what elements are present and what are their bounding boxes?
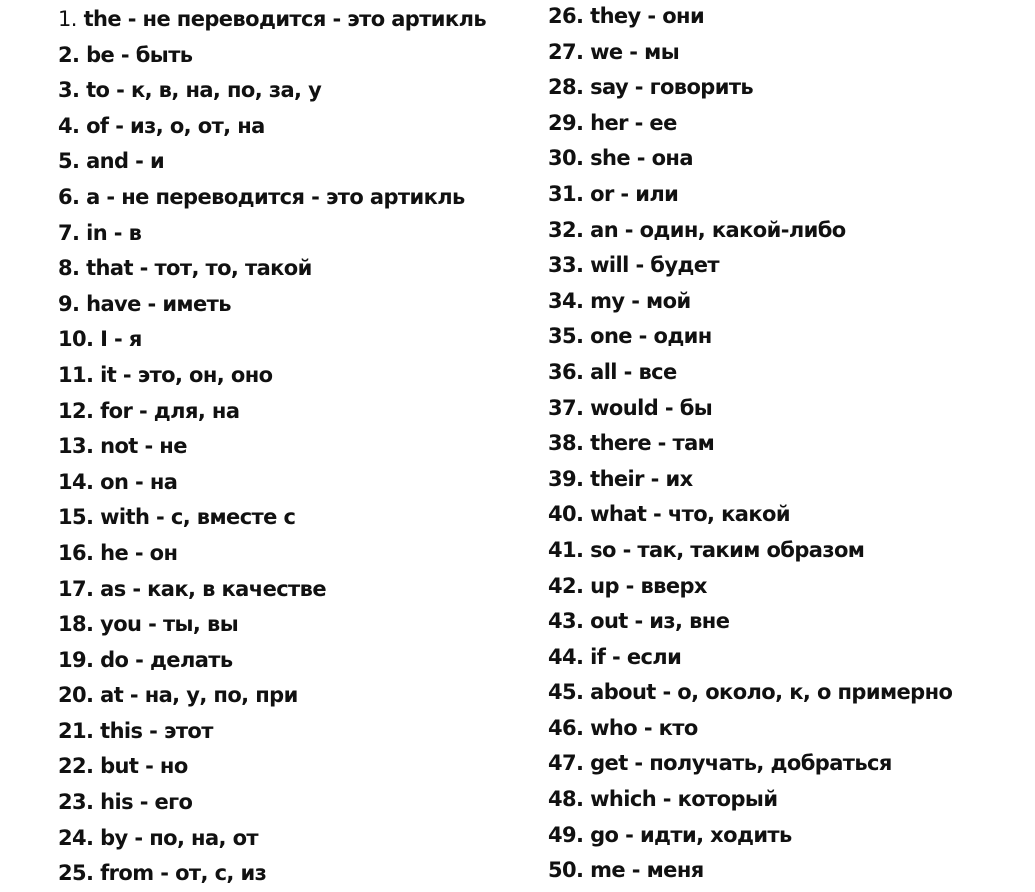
russian-translation: получать, добраться [649,751,892,776]
english-word: one [590,324,632,349]
russian-translation: они [662,4,705,28]
english-word: they [590,4,641,28]
english-word: an [590,217,619,242]
list-item [548,70,952,106]
separator: - [640,4,663,28]
list-item [58,358,486,394]
list-item [58,429,486,465]
list-item [58,607,486,643]
list-item [58,287,486,323]
russian-translation: что, какой [667,502,790,527]
russian-translation: не переводится - это артикль [142,7,487,31]
english-word: who [590,715,638,740]
russian-translation: не [159,434,187,459]
separator: - [627,609,650,634]
separator: - [605,644,627,669]
separator: - [123,683,145,708]
list-item [548,782,952,818]
list-item [58,643,486,679]
list-item [548,213,952,249]
russian-translation: о, около, к, о примерно [677,680,953,705]
item-number: 41. [548,537,584,562]
russian-translation: но [159,754,188,779]
list-item [58,73,486,109]
russian-translation: который [677,787,778,812]
english-word: but [100,754,139,779]
left-word-column [58,2,486,892]
list-item [58,749,486,785]
english-word: from [100,861,154,886]
english-word: go [590,822,619,847]
english-word: I [100,327,108,352]
english-word: say [590,75,629,100]
english-word: the [83,7,121,31]
separator: - [140,291,163,316]
russian-translation: меня [646,858,704,883]
list-item [58,856,486,892]
item-number: 16. [58,540,94,565]
item-number: 39. [548,466,584,491]
list-item [548,675,952,711]
english-word: would [590,395,659,420]
item-number: 26. [548,4,584,28]
separator: - [128,149,151,174]
english-word: about [590,680,656,705]
russian-translation: от, с, из [175,861,267,886]
list-item [548,604,952,640]
english-word: there [590,431,651,456]
russian-translation: все [638,359,677,384]
separator: - [153,861,176,886]
item-number: 17. [58,576,94,601]
english-word: out [590,609,628,634]
list-item [548,391,952,427]
separator: - [643,466,666,491]
item-number: 15. [58,505,94,530]
item-number: 37. [548,395,584,420]
item-number: 44. [548,644,584,669]
item-number: 4. [58,113,80,138]
russian-translation: на, у, по, при [144,683,298,708]
english-word: for [100,398,133,423]
separator: - [630,146,652,171]
english-word: not [100,434,138,459]
russian-translation: по, на, от [149,825,258,850]
list-item [58,714,486,750]
separator: - [132,256,155,281]
english-word: this [100,718,143,743]
english-word: her [590,110,628,135]
list-item [548,248,952,284]
item-number: 28. [548,75,584,100]
item-number: 36. [548,359,584,384]
item-number: 25. [58,861,94,886]
item-number: 5. [58,149,80,174]
list-item [58,2,486,38]
item-number: 46. [548,715,584,740]
separator: - [114,42,136,67]
english-word: do [100,647,129,672]
russian-translation: так, таким образом [637,537,865,562]
english-word: he [100,540,129,565]
russian-translation: делать [149,647,233,672]
separator: - [109,78,131,103]
english-word: his [100,790,133,815]
separator: - [628,253,651,278]
russian-translation: тот, то, такой [154,256,312,281]
item-number: 38. [548,431,584,456]
separator: - [622,39,645,64]
list-item [58,251,486,287]
english-word: have [86,291,141,316]
list-item [58,394,486,430]
russian-translation: один, какой-либо [639,217,846,242]
english-word: with [100,505,150,530]
item-number: 3. [58,78,80,103]
english-word: she [590,146,631,171]
separator: - [121,7,143,31]
item-number: 9. [58,291,80,316]
list-item [548,462,952,498]
list-item [548,35,952,71]
russian-translation: из, о, от, на [130,113,265,138]
item-number: 50. [548,858,584,883]
item-number: 27. [548,39,584,64]
item-number: 34. [548,288,584,313]
russian-translation: его [154,790,193,815]
item-number: 2. [58,42,80,67]
item-number: 7. [58,220,80,245]
list-item [548,853,952,889]
list-item [548,746,952,782]
item-number: 31. [548,181,584,206]
item-number: 30. [548,146,584,171]
list-item [58,38,486,74]
separator: - [624,288,647,313]
item-number: 49. [548,822,584,847]
separator: - [142,718,164,743]
item-number: 35. [548,324,584,349]
list-item [548,426,952,462]
english-word: a [86,184,100,209]
english-word: or [590,181,614,206]
russian-translation: вверх [640,573,707,598]
english-word: so [590,537,616,562]
separator: - [125,576,148,601]
list-item [548,533,952,569]
item-number: 24. [58,825,94,850]
item-number: 43. [548,609,584,634]
separator: - [655,680,678,705]
russian-translation: с, вместе с [170,505,296,530]
list-item [548,355,952,391]
separator: - [128,647,150,672]
separator: - [627,751,650,776]
list-item [58,785,486,821]
separator: - [658,395,680,420]
russian-translation: я [128,327,142,352]
russian-translation: один [653,324,712,349]
list-item [548,319,952,355]
english-word: will [590,253,629,278]
english-word: all [590,359,617,384]
right-word-column [548,0,952,889]
english-word: to [86,78,110,103]
russian-translation: если [626,644,682,669]
separator: - [627,110,650,135]
english-word: get [590,751,628,776]
separator: - [618,822,640,847]
item-number: 13. [58,434,94,459]
russian-translation: кто [658,715,698,740]
separator: - [625,858,647,883]
english-word: up [590,573,619,598]
separator: - [628,75,650,100]
russian-translation: она [651,146,693,171]
item-number: 8. [58,256,80,281]
russian-translation: на [149,469,178,494]
english-word: that [86,256,133,281]
english-word: of [86,113,109,138]
english-word: we [590,39,623,64]
russian-translation: будет [650,253,720,278]
russian-translation: в [128,220,142,245]
item-number: 20. [58,683,94,708]
item-number: 23. [58,790,94,815]
russian-translation: или [635,181,679,206]
list-item [548,0,952,35]
list-item [548,818,952,854]
english-word: which [590,787,657,812]
english-word: by [100,825,128,850]
russian-translation: к, в, на, по, за, у [130,78,322,103]
russian-translation: быть [135,42,193,67]
english-word: as [100,576,126,601]
separator: - [128,469,150,494]
item-number: 14. [58,469,94,494]
separator: - [132,790,155,815]
separator: - [149,505,171,530]
separator: - [615,537,638,562]
separator: - [618,217,640,242]
english-word: me [590,858,626,883]
item-number: 48. [548,787,584,812]
english-word: what [590,502,647,527]
item-number: 19. [58,647,94,672]
list-item [548,284,952,320]
item-number: 45. [548,680,584,705]
separator: - [132,398,154,423]
english-word: on [100,469,129,494]
separator: - [99,184,122,209]
russian-translation: этот [163,718,213,743]
russian-translation: их [665,466,693,491]
separator: - [618,573,641,598]
separator: - [141,612,163,637]
list-item [58,109,486,145]
english-word: in [86,220,108,245]
russian-translation: и [150,149,165,174]
english-word: be [86,42,115,67]
list-item [58,465,486,501]
item-number: 32. [548,217,584,242]
item-number: 1. [58,7,77,31]
separator: - [107,220,129,245]
separator: - [631,324,654,349]
russian-translation: бы [679,395,713,420]
separator: - [128,540,150,565]
separator: - [656,787,678,812]
separator: - [646,502,668,527]
list-item [548,497,952,533]
list-item [548,711,952,747]
item-number: 10. [58,327,94,352]
item-number: 22. [58,754,94,779]
list-item [58,572,486,608]
english-word: at [100,683,124,708]
list-item [548,141,952,177]
item-number: 47. [548,751,584,776]
separator: - [613,181,636,206]
item-number: 18. [58,612,94,637]
item-number: 29. [548,110,584,135]
english-word: you [100,612,142,637]
item-number: 42. [548,573,584,598]
list-item [58,216,486,252]
separator: - [138,754,160,779]
list-item [548,106,952,142]
separator: - [127,825,150,850]
russian-translation: там [672,431,715,456]
separator: - [116,362,138,387]
item-number: 12. [58,398,94,423]
item-number: 11. [58,362,94,387]
english-word: and [86,149,129,174]
list-item [548,177,952,213]
russian-translation: ты, вы [162,612,239,637]
russian-translation: идти, ходить [639,822,792,847]
russian-translation: это, он, оно [137,362,273,387]
separator: - [137,434,160,459]
separator: - [637,715,659,740]
russian-translation: он [149,540,178,565]
item-number: 21. [58,718,94,743]
item-number: 40. [548,502,584,527]
english-word: if [590,644,606,669]
list-item [58,144,486,180]
item-number: 33. [548,253,584,278]
russian-translation: для, на [153,398,240,423]
english-word: their [590,466,644,491]
separator: - [107,327,129,352]
list-item [58,180,486,216]
russian-translation: мы [644,39,680,64]
russian-translation: ее [649,110,677,135]
russian-translation: мой [646,288,691,313]
russian-translation: из, вне [649,609,730,634]
russian-translation: как, в качестве [147,576,326,601]
list-item [58,678,486,714]
list-item [58,322,486,358]
list-item [58,821,486,857]
russian-translation: иметь [162,291,231,316]
russian-translation: не переводится - это артикль [121,184,465,209]
item-number: 6. [58,184,80,209]
list-item [548,569,952,605]
russian-translation: говорить [649,75,754,100]
english-word: it [100,362,117,387]
list-item [548,640,952,676]
list-item [58,536,486,572]
separator: - [108,113,131,138]
separator: - [650,431,673,456]
english-word: my [590,288,625,313]
list-item [58,500,486,536]
separator: - [616,359,639,384]
